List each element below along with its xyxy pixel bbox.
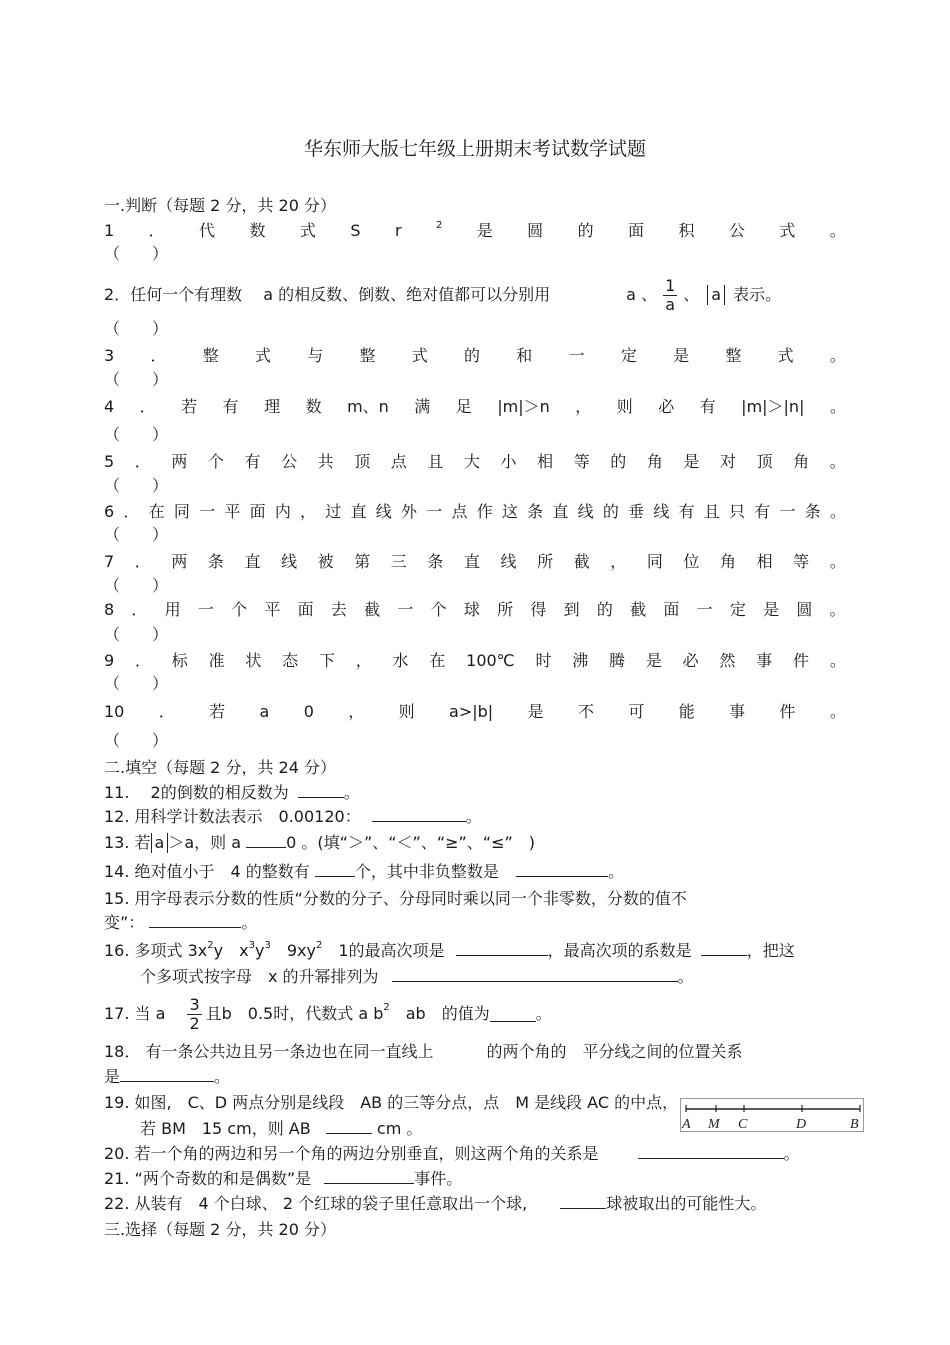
fraction-numerator: 3 (189, 994, 200, 1014)
fill-q12 (104, 806, 846, 828)
fill-q16-text: 16. 多项式 3x (104, 941, 208, 960)
q1-token: 圆 (527, 221, 544, 240)
fill-q22 (104, 1193, 846, 1215)
label-b: B (850, 1117, 859, 1132)
q10-token: 0 (303, 702, 314, 721)
fill-q18-end: 。 (214, 1067, 231, 1086)
answer-blank[interactable] (298, 783, 344, 798)
judge-q4 (104, 396, 846, 418)
q1-token: 式 (779, 221, 796, 240)
fill-q11-text: 11. 2的倒数的相反数为 (104, 783, 289, 802)
q4-token: ． (139, 397, 156, 416)
judge-q5-paren: （ ） (104, 476, 169, 495)
q5-token: 。 (829, 452, 846, 471)
fill-q13-text2: ＞a，则 a (168, 833, 242, 852)
q9-token: 标 (171, 651, 188, 670)
q7-token: 同 (646, 552, 663, 571)
answer-blank[interactable] (560, 1194, 606, 1209)
q3-token: 3 (104, 346, 115, 365)
judge-q2-sep: 、 (683, 285, 700, 304)
q4-token: 有 (222, 397, 239, 416)
q7-token: 第 (354, 552, 371, 571)
q8-token: 得 (530, 600, 547, 619)
q6-token: 条 (804, 502, 821, 521)
q9-token: 然 (719, 651, 736, 670)
answer-blank[interactable] (372, 807, 466, 822)
fill-q18-line1: 18． 有一条公共边且另一条边也在同一直线上 的两个角的 平分线之间的位置关系 (104, 1042, 743, 1061)
judge-q9 (104, 650, 846, 672)
fill-q20-end: 。 (783, 1144, 800, 1163)
q1-token: 。 (829, 221, 846, 240)
answer-blank[interactable] (246, 833, 286, 848)
fraction-numerator: 1 (665, 275, 676, 295)
q3-token: 定 (620, 346, 637, 365)
q9-token: 沸 (572, 651, 589, 670)
q4-token: |m|＞|n| (741, 397, 805, 416)
q10-token: ， (348, 702, 365, 721)
fill-q11 (104, 782, 846, 804)
answer-blank[interactable] (149, 913, 241, 928)
fill-q15-line2 (104, 912, 846, 934)
q4-token: 有 (699, 397, 716, 416)
judge-q2-abs: a (707, 285, 725, 305)
fill-q16-text: 1的最高次项是 (322, 941, 445, 960)
q1-token: r (394, 221, 402, 240)
q10-token: 。 (829, 702, 846, 721)
q9-token: 件 (793, 651, 810, 670)
fill-q16-line1 (104, 940, 846, 965)
judge-q2-a: a 、 (626, 285, 658, 304)
q8-token: ． (131, 600, 148, 619)
q3-token: 整 (359, 346, 376, 365)
answer-blank[interactable] (701, 941, 747, 956)
answer-blank[interactable] (516, 862, 608, 877)
q7-token: 条 (427, 552, 444, 571)
q10-token: 是 (527, 702, 544, 721)
q10-token: 不 (577, 702, 594, 721)
fill-q16-text: ，最高次项的系数是 (547, 941, 692, 960)
judge-q6 (104, 501, 846, 523)
fill-q13-text: 13. 若 (104, 833, 151, 852)
q8-token: 一 (197, 600, 214, 619)
fill-q14-text2: 个，其中非负整数是 (354, 862, 499, 881)
q9-token: 9 (104, 651, 115, 670)
fill-q13 (104, 832, 846, 854)
q6-token: ， (300, 502, 317, 521)
q7-token: ， (610, 552, 627, 571)
judge-q9-paren: （ ） (104, 674, 169, 693)
label-a: A (682, 1117, 691, 1132)
q7-token: 线 (500, 552, 517, 571)
page-title: 华东师大版七年级上册期末考试数学试题 (303, 138, 646, 160)
q4-token: 。 (829, 397, 846, 416)
q8-token: 截 (364, 600, 381, 619)
q1-token: 面 (628, 221, 645, 240)
q8-token: 用 (164, 600, 181, 619)
q1-token: 公 (728, 221, 745, 240)
section-choice-heading: 三.选择（每题 2 分，共 20 分） (104, 1220, 336, 1239)
fill-q21 (104, 1168, 846, 1190)
q1-token: 1 (104, 221, 115, 240)
q3-token: 式 (777, 346, 794, 365)
q6-token: 作 (476, 502, 493, 521)
answer-blank[interactable] (456, 941, 548, 956)
q8-token: 是 (763, 600, 780, 619)
fill-q17-end: 。 (535, 1004, 552, 1023)
q7-token: 等 (793, 552, 810, 571)
q8-token: 一 (696, 600, 713, 619)
q6-token: 过 (325, 502, 342, 521)
q4-token: 4 (104, 397, 115, 416)
fill-q17-text: 且b 0.5时，代数式 a b (205, 1004, 384, 1023)
q10-token: 能 (678, 702, 695, 721)
q6-token: 在 (148, 502, 165, 521)
judge-q2-fraction (663, 277, 677, 314)
q7-token: 。 (829, 552, 846, 571)
q7-token: 三 (390, 552, 407, 571)
q5-token: 点 (390, 452, 407, 471)
fill-q16-text: y (254, 941, 265, 960)
q10-token: 则 (398, 702, 415, 721)
q1-token: 积 (678, 221, 695, 240)
fill-q19-line1: 19. 如图, C、D 两点分别是线段 AB 的三等分点，点 M 是线段 AC 的中点， (104, 1093, 679, 1112)
fill-q13-abs: a (151, 833, 169, 853)
fill-q14-end: 。 (608, 862, 625, 881)
q6-token: 线 (375, 502, 392, 521)
fill-q21-text: 21. “两个奇数的和是偶数”是 (104, 1169, 312, 1188)
q8-token: 平 (264, 600, 281, 619)
q8-token: 到 (563, 600, 580, 619)
q5-token: 大 (463, 452, 480, 471)
fill-q17-fraction (187, 996, 201, 1033)
q1-token: 式 (299, 221, 316, 240)
q5-token: 公 (281, 452, 298, 471)
q4-token: |m|＞n (497, 397, 550, 416)
fill-q15-text: 变”： (104, 913, 145, 932)
fill-q16-end: 。 (677, 967, 694, 986)
q6-token: 点 (451, 502, 468, 521)
fill-q13-text3: 0 。(填“＞”、“＜”、“≥”、“≤” ) (286, 833, 536, 852)
q1-token: 数 (249, 221, 266, 240)
q10-token: 可 (628, 702, 645, 721)
q6-token: ． (123, 502, 140, 521)
q6-token: 的 (602, 502, 619, 521)
fill-q18-line2 (104, 1066, 846, 1088)
section-fill-heading: 二.填空（每题 2 分，共 24 分） (104, 758, 336, 777)
fill-q17-text: ab 的值为 (389, 1004, 490, 1023)
fill-q20 (104, 1143, 846, 1165)
fill-q16-line2 (140, 966, 846, 988)
judge-q3-paren: （ ） (104, 370, 169, 389)
q9-token: 必 (682, 651, 699, 670)
answer-blank[interactable] (490, 1007, 536, 1022)
q8-token: 一 (397, 600, 414, 619)
q8-token: 8 (104, 600, 115, 619)
fill-q15-end: 。 (241, 913, 258, 932)
fill-q19-line2 (140, 1118, 670, 1140)
q1-token: 的 (577, 221, 594, 240)
q5-token: 角 (793, 452, 810, 471)
q5-token: 是 (683, 452, 700, 471)
fill-q18-text: 是 (104, 1067, 121, 1086)
judge-q2-paren: （ ） (104, 319, 169, 338)
fill-q12-end: 。 (465, 807, 482, 826)
q6-token: 一 (199, 502, 216, 521)
q4-token: 则 (616, 397, 633, 416)
q6-token: 线 (653, 502, 670, 521)
fill-q11-end: 。 (343, 783, 360, 802)
q7-token: 截 (573, 552, 590, 571)
q9-token: 。 (829, 651, 846, 670)
q1-token: 是 (476, 221, 493, 240)
answer-blank[interactable] (326, 1119, 372, 1134)
q5-token: 相 (537, 452, 554, 471)
q8-token: 面 (663, 600, 680, 619)
answer-blank[interactable] (638, 1144, 784, 1159)
q8-token: 。 (829, 600, 846, 619)
q9-token: ， (355, 651, 372, 670)
q3-token: 。 (829, 346, 846, 365)
judge-q4-paren: （ ） (104, 425, 169, 444)
exponent: 2 (435, 220, 443, 231)
fill-q16-text: 个多项式按字母 x 的升幂排列为 (140, 967, 379, 986)
q5-token: 5 (104, 452, 115, 471)
fill-q15-line1: 15. 用字母表示分数的性质“分数的分子、分母同时乘以同一个非零数，分数的值不 (104, 889, 687, 908)
q9-token: 下 (318, 651, 335, 670)
exponent: 2 (207, 940, 214, 951)
q3-token: 的 (464, 346, 481, 365)
q8-token: 个 (231, 600, 248, 619)
fill-q21-end: 事件。 (414, 1169, 463, 1188)
q4-token: 必 (658, 397, 675, 416)
q7-token: 所 (537, 552, 554, 571)
q3-token: 式 (411, 346, 428, 365)
q6-token: 线 (577, 502, 594, 521)
q6-token: 面 (249, 502, 266, 521)
q7-token: 两 (171, 552, 188, 571)
q3-token: 是 (673, 346, 690, 365)
q6-token: 且 (703, 502, 720, 521)
q7-token: 相 (756, 552, 773, 571)
q9-token: 水 (392, 651, 409, 670)
fill-q20-text: 20. 若一个角的两边和另一个角的两边分别垂直，则这两个角的关系是 (104, 1144, 599, 1163)
fill-q14 (104, 861, 846, 883)
q5-token: 等 (573, 452, 590, 471)
q6-token: 平 (224, 502, 241, 521)
q5-token: 有 (244, 452, 261, 471)
q1-token: S (350, 221, 361, 240)
q10-token: 10 (104, 702, 125, 721)
q5-token: 个 (207, 452, 224, 471)
q6-token: 外 (400, 502, 417, 521)
judge-q2 (104, 272, 846, 318)
fill-q12-text: 12. 用科学计数法表示 0.00120： (104, 807, 361, 826)
fill-q16-text: ，把这 (746, 941, 795, 960)
q8-token: 截 (630, 600, 647, 619)
judge-q2-text: 2．任何一个有理数 a 的相反数、倒数、绝对值都可以分别用 (104, 285, 551, 304)
q6-token: 一 (426, 502, 443, 521)
q7-token: 7 (104, 552, 115, 571)
q9-token: 事 (756, 651, 773, 670)
q3-token: 一 (568, 346, 585, 365)
fill-q19-text: cm 。 (376, 1119, 423, 1138)
segment-figure (680, 1098, 864, 1132)
judge-q5 (104, 451, 846, 473)
judge-q8-paren: （ ） (104, 625, 169, 644)
q9-token: 在 (429, 651, 446, 670)
q6-token: 。 (829, 502, 846, 521)
q1-token: ． (148, 221, 165, 240)
fill-q19-text: 若 BM 15 cm，则 AB (140, 1119, 311, 1138)
q3-token: 与 (307, 346, 324, 365)
fraction-denominator: a (665, 294, 676, 314)
fill-q22-text: 22. 从装有 4 个白球、 2 个红球的袋子里任意取出一个球, (104, 1194, 528, 1213)
fill-q17-text: 17. 当 a (104, 1004, 166, 1023)
judge-q7-paren: （ ） (104, 576, 169, 595)
q7-token: 线 (281, 552, 298, 571)
exponent: 3 (248, 940, 255, 951)
q5-token: 共 (317, 452, 334, 471)
q5-token: 角 (646, 452, 663, 471)
section-judge-heading: 一.判断（每题 2 分，共 20 分） (104, 196, 336, 215)
q4-token: 足 (455, 397, 472, 416)
answer-blank[interactable] (315, 862, 355, 877)
q9-token: ． (134, 651, 151, 670)
exponent: 3 (264, 940, 271, 951)
label-d: D (796, 1117, 807, 1132)
label-m: M (708, 1117, 720, 1132)
label-c: C (738, 1117, 748, 1132)
q8-token: 所 (497, 600, 514, 619)
q4-token: 满 (414, 397, 431, 416)
q10-token: ． (158, 702, 175, 721)
fill-q16-text: 9xy (270, 941, 316, 960)
q10-token: 若 (209, 702, 226, 721)
q10-token: 事 (729, 702, 746, 721)
judge-q1 (104, 220, 846, 245)
judge-q8 (104, 599, 846, 621)
answer-blank[interactable] (392, 967, 678, 982)
q3-token: 整 (202, 346, 219, 365)
q6-token: 直 (350, 502, 367, 521)
q3-token: 和 (516, 346, 533, 365)
q6-token: 有 (754, 502, 771, 521)
q6-token: 只 (729, 502, 746, 521)
q7-token: 直 (463, 552, 480, 571)
q9-token: 状 (245, 651, 262, 670)
q8-token: 定 (729, 600, 746, 619)
q1-token: 代 (199, 221, 216, 240)
q6-token: 条 (527, 502, 544, 521)
q3-token: 式 (254, 346, 271, 365)
q7-token: 直 (244, 552, 261, 571)
fill-q17 (104, 992, 846, 1036)
answer-blank[interactable] (120, 1067, 214, 1082)
q8-token: 球 (463, 600, 480, 619)
q7-token: ． (134, 552, 151, 571)
q9-token: 时 (535, 651, 552, 670)
judge-q10-paren: （ ） (104, 731, 169, 750)
q6-token: 有 (678, 502, 695, 521)
q6-token: 6 (104, 502, 115, 521)
q8-token: 圆 (796, 600, 813, 619)
q4-token: 若 (181, 397, 198, 416)
q9-token: 100℃ (466, 651, 515, 670)
q9-token: 态 (282, 651, 299, 670)
q4-token: 理 (264, 397, 281, 416)
judge-q6-paren: （ ） (104, 525, 169, 544)
q9-token: 是 (645, 651, 662, 670)
judge-q10 (104, 701, 846, 723)
q5-token: ． (134, 452, 151, 471)
q5-token: 且 (427, 452, 444, 471)
fill-q16-text: y x (213, 941, 249, 960)
q3-token: 整 (725, 346, 742, 365)
q4-token: m、n (347, 397, 389, 416)
q7-token: 条 (207, 552, 224, 571)
q6-token: 直 (552, 502, 569, 521)
judge-q2-end: 表示。 (733, 285, 782, 304)
q5-token: 顶 (756, 452, 773, 471)
judge-q3 (104, 345, 846, 367)
exponent: 2 (315, 940, 323, 951)
q6-token: 同 (173, 502, 190, 521)
q7-token: 角 (720, 552, 737, 571)
q8-token: 个 (430, 600, 447, 619)
fill-q14-text: 14. 绝对值小于 4 的整数有 (104, 862, 310, 881)
q6-token: 这 (501, 502, 518, 521)
fraction-denominator: 2 (189, 1013, 200, 1033)
q10-token: a>|b| (449, 702, 494, 721)
q5-token: 的 (610, 452, 627, 471)
judge-q1-paren: （ ） (104, 244, 169, 263)
answer-blank[interactable] (324, 1169, 414, 1184)
q8-token: 面 (297, 600, 314, 619)
q4-token: 数 (305, 397, 322, 416)
q7-token: 位 (683, 552, 700, 571)
q6-token: 一 (779, 502, 796, 521)
q10-token: 件 (779, 702, 796, 721)
q10-token: a (259, 702, 270, 721)
q8-token: 的 (596, 600, 613, 619)
q3-token: ． (150, 346, 167, 365)
q5-token: 顶 (354, 452, 371, 471)
q9-token: 准 (208, 651, 225, 670)
q4-token: ， (575, 397, 592, 416)
judge-q7 (104, 551, 846, 573)
q6-token: 垂 (628, 502, 645, 521)
q6-token: 内 (274, 502, 291, 521)
q9-token: 腾 (609, 651, 626, 670)
q7-token: 被 (317, 552, 334, 571)
q8-token: 去 (330, 600, 347, 619)
q5-token: 对 (720, 452, 737, 471)
exponent: 2 (383, 1002, 390, 1013)
q5-token: 小 (500, 452, 517, 471)
q5-token: 两 (171, 452, 188, 471)
fill-q22-end: 球被取出的可能性大。 (606, 1194, 767, 1213)
